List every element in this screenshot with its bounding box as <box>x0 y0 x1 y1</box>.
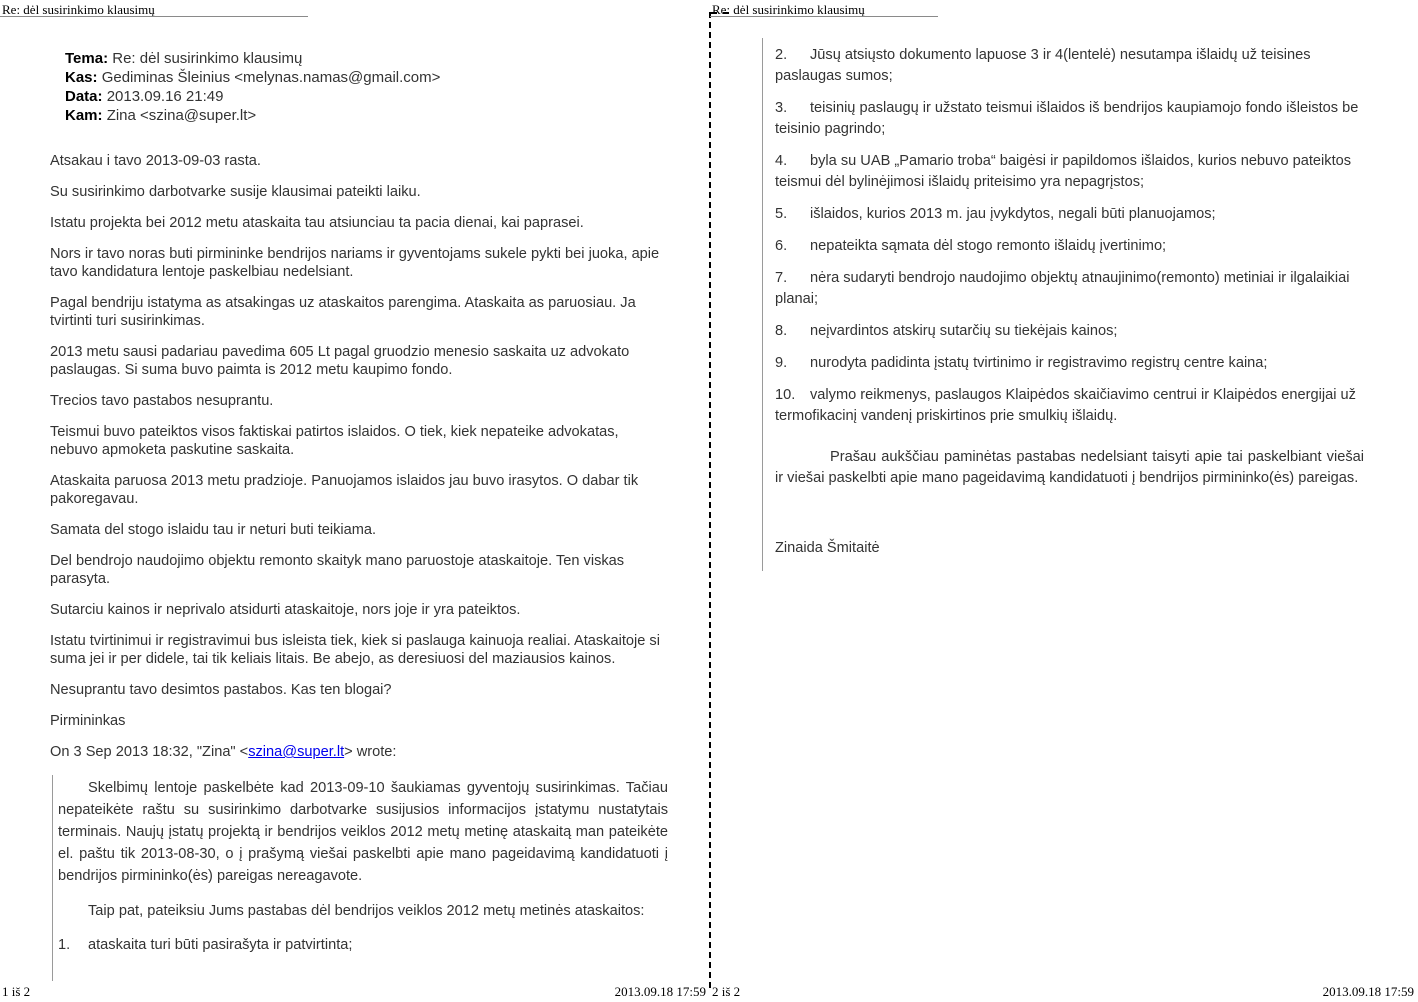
quote-closing-paragraph: Prašau aukščiau paminėtas pastabas nedelsiant taisyti apie tai paskelbiant viešai ir viešai paskelbti apie mano pageidavimą kandidatuoti į bendrijos pirmininko(ės) pareigas. <box>775 449 1364 486</box>
attribution-prefix: On 3 Sep 2013 18:32, "Zina" < <box>50 744 249 760</box>
email-meta-block <box>65 49 440 125</box>
meta-label-subject: Tema: <box>65 50 109 67</box>
body-paragraph: Del bendrojo naudojimo objektu remonto skaityk mano paruostoje ataskaitoje. Ten viskas parasyta. <box>50 553 625 587</box>
meta-value-from: Gediminas Šleinius <melynas.namas@gmail.com> <box>101 69 441 86</box>
list-item-text: nėra sudaryti bendrojo naudojimo objektų atnaujinimo(remonto) metiniai ir ilgalaikiai planai; <box>775 270 1350 307</box>
body-paragraph: 2013 metu sausi padariau pavedima 605 Lt pagal gruodzio menesio saskaita uz advokato paslaugas. Si suma buvo paimta is 2012 metu kaupimo fondo. <box>50 344 630 378</box>
attribution-suffix: > wrote: <box>344 744 397 760</box>
signature-name: Zinaida Šmitaitė <box>775 540 880 556</box>
meta-row-date <box>65 87 440 106</box>
list-item-text: išlaidos, kurios 2013 m. jau įvykdytos, negali būti planuojamos; <box>810 206 1216 222</box>
quote-paragraph: Taip pat, pateiksiu Jums pastabas dėl bendrijos veiklos 2012 metų metinės ataskaitos: <box>88 903 645 919</box>
list-item-text: nurodyta padidinta įstatų tvirtinimo ir registravimo registrų centre kaina; <box>810 355 1268 371</box>
body-paragraph: Ataskaita paruosa 2013 metu pradzioje. Panuojamos islaidos jau buvo irasytos. O dabar tik pakoregavau. <box>50 473 639 507</box>
list-item-number: 2. <box>775 47 788 63</box>
email-link[interactable]: szina@super.lt <box>248 744 345 760</box>
body-paragraph: Atsakau i tavo 2013-09-03 rasta. <box>50 153 261 169</box>
meta-label-to: Kam: <box>65 107 103 124</box>
body-paragraph: Istatu projekta bei 2012 metu ataskaita tau atsiunciau ta pacia dienai, kai paprasei. <box>50 215 584 231</box>
list-item-number: 9. <box>775 355 788 371</box>
body-paragraph: Nors ir tavo noras buti pirmininke bendrijos nariams ir gyventojams sukele pykti bei juoka, apie tavo kandidatura lentoje paskelbiau nedelsiant. <box>50 246 660 280</box>
body-paragraph: Pagal bendriju istatyma as atsakingas uz ataskaitos parengima. Ataskaita as paruosiau. Ja tvirtinti turi susirinkimas. <box>50 295 636 329</box>
body-paragraph: Istatu tvirtinimui ir registravimui bus isleista tiek, kiek si paslauga kainuoja realiai. Ataskaitoje si suma jei ir per didele, tai tik keliais litais. Be abejo, as deresiuosi del maziausios kainos. <box>50 633 660 667</box>
quote-attribution-line <box>50 743 668 761</box>
page-header-title: Re: dėl susirinkimo klausimų <box>712 2 865 17</box>
footer-datetime: 2013.09.18 17:59 <box>614 984 706 999</box>
meta-row-subject <box>65 49 440 68</box>
list-item-number: 1. <box>58 937 71 953</box>
list-item-number: 7. <box>775 270 788 286</box>
meta-value-subject: Re: dėl susirinkimo klausimų <box>112 50 303 67</box>
header-rule <box>0 16 308 17</box>
list-item-text: valymo reikmenys, paslaugos Klaipėdos skaičiavimo centrui ir Klaipėdos energijai už termofikacinį vandenį priskirtinos prie smulkių išlaidų. <box>775 387 1356 424</box>
quote-list-item <box>775 385 1364 427</box>
meta-label-from: Kas: <box>65 69 98 86</box>
body-paragraph: Trecios tavo pastabos nesuprantu. <box>50 393 274 409</box>
body-paragraph: Nesuprantu tavo desimtos pastabos. Kas ten blogai? <box>50 682 392 698</box>
email-body <box>50 152 668 981</box>
page-2 <box>710 0 1418 1002</box>
quote-list-item <box>775 236 1364 257</box>
list-item-text: neįvardintos atskirų sutarčių su tiekėjais kainos; <box>810 323 1118 339</box>
list-item-number: 8. <box>775 323 788 339</box>
body-paragraph-signoff: Pirmininkas <box>50 713 126 729</box>
list-item-text: Jūsų atsiųsto dokumento lapuose 3 ir 4(lentelė) nesutampa išlaidų už teisines paslaugas sumos; <box>775 47 1311 84</box>
body-paragraph: Su susirinkimo darbotvarke susije klausimai pateikti laiku. <box>50 184 421 200</box>
meta-value-to: Zina <szina@super.lt> <box>106 107 257 124</box>
list-item-text: nepateikta sąmata dėl stogo remonto išlaidų įvertinimo; <box>810 238 1167 254</box>
meta-row-to <box>65 106 440 125</box>
footer-page-number: 2 iš 2 <box>712 984 741 999</box>
meta-value-date: 2013.09.16 21:49 <box>106 88 224 105</box>
quote-list-item <box>775 204 1364 225</box>
body-paragraph: Sutarciu kainos ir neprivalo atsidurti ataskaitoje, nors joje ir yra pateiktos. <box>50 602 521 618</box>
quote-list-item <box>775 268 1364 310</box>
quoted-email-block <box>52 775 668 981</box>
quote-paragraph: Skelbimų lentoje paskelbėte kad 2013-09-10 šaukiamas gyventojų susirinkimas. Tačiau nepateikėte raštu su susirinkimo darbotvarke susijusios informacijos įstatymu nustatytais terminais. Naujų įstatų projektą ir bendrijos veiklos 2012 metų metinę ataskaitą man pateikėte el. paštu tik 2013-08-30, o į prašymą viešai paskelbti apie mano pageidavimą kandidatuoti į bendrijos pirmininko(ės) pareigas nereagavote. <box>58 780 668 884</box>
list-item-number: 4. <box>775 153 788 169</box>
list-item-number: 3. <box>775 100 788 116</box>
list-item-number: 6. <box>775 238 788 254</box>
quote-list-item <box>775 45 1364 87</box>
quote-list-item <box>775 151 1364 193</box>
list-item-text: byla su UAB „Pamario troba“ baigėsi ir papildomos išlaidos, kurios nebuvo pateiktos teismui dėl bylinėjimosi išlaidų priteisimo yra nepagrįstos; <box>775 153 1352 190</box>
body-paragraph: Teismui buvo pateiktos visos faktiskai patirtos islaidos. O tiek, kiek nepateike advokatas, nebuvo apmoketa paskutine saskaita. <box>50 424 619 458</box>
list-item-number: 5. <box>775 206 788 222</box>
footer-datetime: 2013.09.18 17:59 <box>1322 984 1414 999</box>
list-item-text: ataskaita turi būti pasirašyta ir patvirtinta; <box>88 937 353 953</box>
quote-list-item <box>775 353 1364 374</box>
meta-row-from <box>65 68 440 87</box>
meta-label-date: Data: <box>65 88 103 105</box>
quote-list-item <box>775 98 1364 140</box>
footer-page-number: 1 iš 2 <box>2 984 31 999</box>
body-paragraph: Samata del stogo islaidu tau ir neturi buti teikiama. <box>50 522 377 538</box>
list-item-number: 10. <box>775 387 796 403</box>
quote-list-item <box>775 321 1364 342</box>
list-item-text: teisinių paslaugų ir užstato teismui išlaidos iš bendrijos kaupiamojo fondo išleistos be teisinio pagrindo; <box>775 100 1359 137</box>
quoted-email-block-continued <box>762 38 1364 571</box>
header-rule <box>710 16 938 17</box>
quote-list-item <box>58 935 668 956</box>
page-header-title: Re: dėl susirinkimo klausimų <box>2 2 155 17</box>
